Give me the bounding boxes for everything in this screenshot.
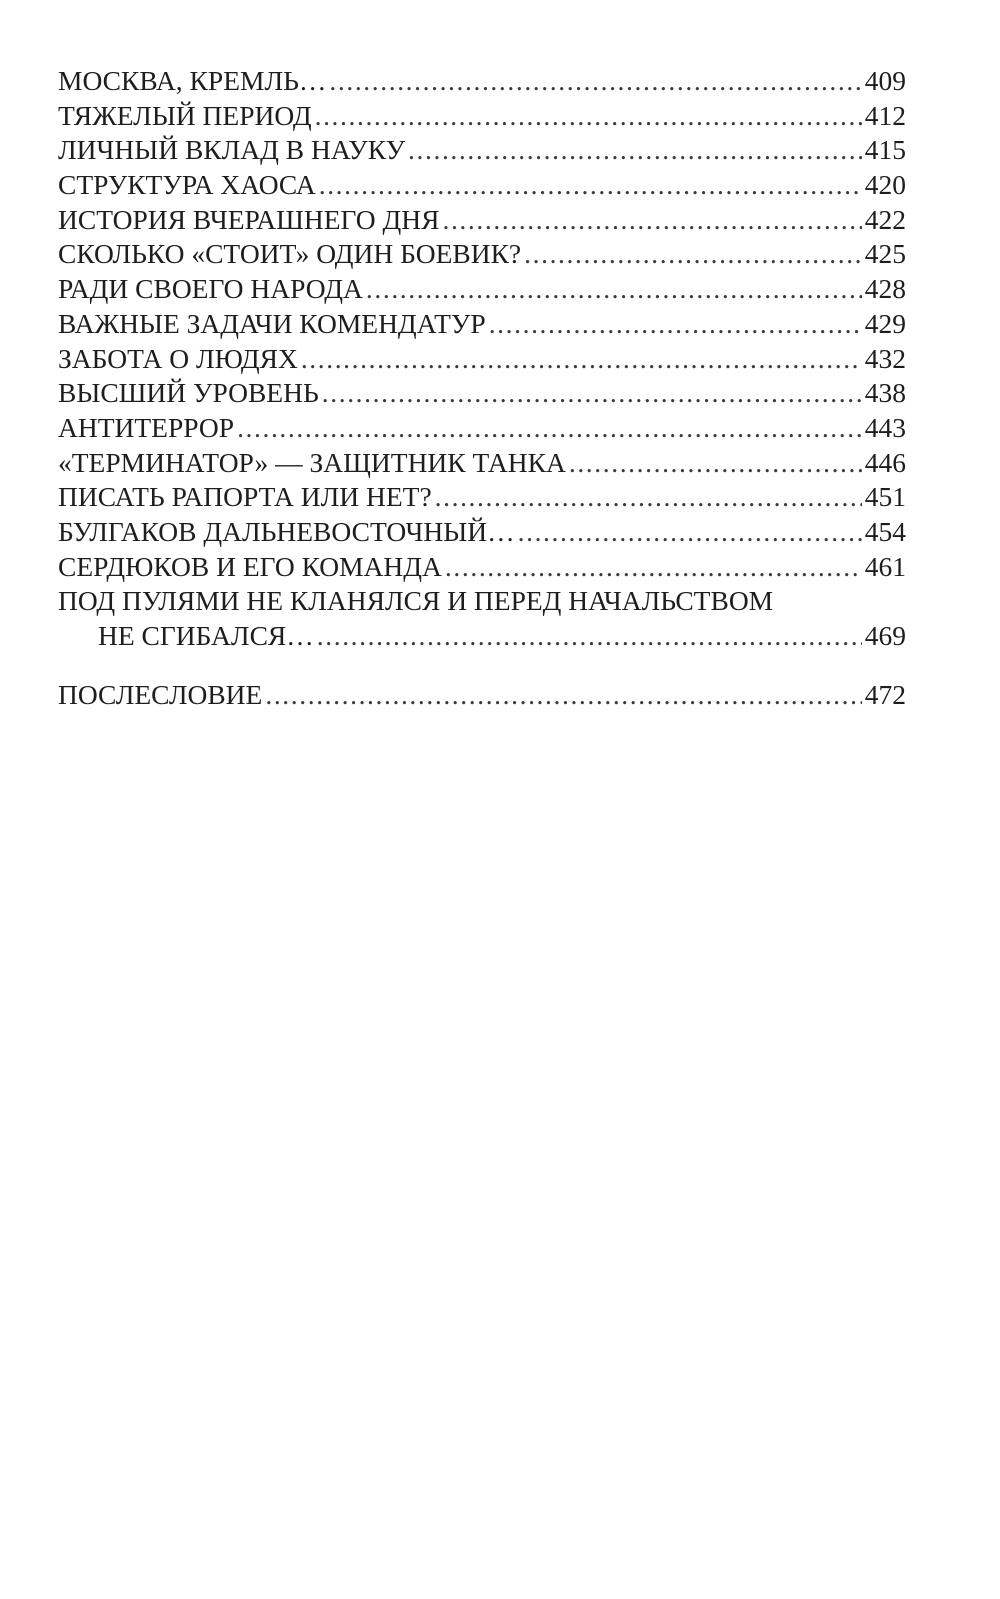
toc-entry[interactable] [58,99,906,134]
toc-entry[interactable] [58,480,906,515]
dot-leader [518,515,862,550]
dot-leader [319,168,862,203]
dot-leader [445,550,862,585]
toc-entry[interactable] [58,550,906,585]
toc-entry[interactable] [58,376,906,411]
toc-entry-page: 428 [864,273,906,305]
dot-leader [524,237,862,272]
toc-entry[interactable] [58,203,906,238]
toc-entry-title: ТЯЖЕЛЫЙ ПЕРИОД [58,99,312,131]
dot-leader [322,376,862,411]
toc-entry-title: СЕРДЮКОВ И ЕГО КОМАНДА [58,550,442,582]
toc-entry-title: ПИСАТЬ РАПОРТА ИЛИ НЕТ? [58,481,432,513]
toc-entry-afterword[interactable] [58,678,906,713]
dot-leader [569,446,862,481]
dot-leader [489,307,862,342]
toc-entry[interactable] [58,307,906,342]
toc-entry-page: 409 [864,65,906,96]
toc-entry-title: СТРУКТУРА ХАОСА [58,169,316,201]
dot-leader [315,99,862,134]
toc-entry[interactable] [58,237,906,272]
dot-leader [366,272,862,307]
toc-entry-page: 422 [864,203,906,235]
toc-entry-page: 420 [864,169,906,201]
toc-entry-title: СКОЛЬКО «СТОИТ» ОДИН БОЕВИК? [58,238,522,270]
toc-entry[interactable] [58,272,906,307]
toc-entry-page: 432 [864,342,906,374]
section-gap [58,654,906,678]
toc-entry-title: РАДИ СВОЕГО НАРОДА [58,273,363,305]
toc-entry-title: ИСТОРИЯ ВЧЕРАШНЕГО ДНЯ [58,203,440,235]
toc-entry-page: 412 [864,99,906,131]
toc-entry-title: ВЫСШИЙ УРОВЕНЬ [58,377,319,409]
toc-entry-title: МОСКВА, КРЕМЛЬ… [58,65,327,96]
toc-entry[interactable] [58,342,906,377]
toc-entry-title: ПОСЛЕСЛОВИЕ [58,678,263,710]
toc-entry-page: 469 [864,620,906,651]
dot-leader [237,411,862,446]
toc-entry-title: АНТИТЕРРОР [58,411,235,443]
toc-entry-title: ЛИЧНЫЙ ВКЛАД В НАУКУ [58,134,406,166]
dot-leader [265,678,861,713]
toc-entry-title: БУЛГАКОВ ДАЛЬНЕВОСТОЧНЫЙ… [58,515,515,547]
table-of-contents [58,64,906,712]
toc-entry[interactable] [58,446,906,481]
toc-entry-page: 443 [864,411,906,443]
dot-leader [329,64,861,99]
toc-entry-title-line1: ПОД ПУЛЯМИ НЕ КЛАНЯЛСЯ И ПЕРЕД НАЧАЛЬСТВОМ [58,585,774,617]
toc-entry-page: 425 [864,238,906,270]
toc-entry-title: ЗАБОТА О ЛЮДЯХ [58,342,298,374]
dot-leader [408,133,862,168]
toc-entry-page: 461 [864,550,906,582]
toc-entry-title: ВАЖНЫЕ ЗАДАЧИ КОМЕНДАТУР [58,307,486,339]
toc-entry[interactable] [58,411,906,446]
toc-entry-title: «ТЕРМИНАТОР» — ЗАЩИТНИК ТАНКА [58,446,566,478]
dot-leader [301,342,862,377]
toc-entry[interactable] [58,64,906,99]
toc-entry[interactable] [58,515,906,550]
toc-entry-continuation [58,619,906,654]
toc-entry-page: 415 [864,134,906,166]
toc-entry[interactable] [58,168,906,203]
toc-entry-page: 472 [864,678,906,710]
dot-leader [442,203,861,238]
toc-entry-page: 451 [864,481,906,513]
toc-entry-page: 438 [864,377,906,409]
toc-entry-title-line2: НЕ СГИБАЛСЯ… [98,620,314,651]
toc-entry-multiline[interactable] [58,584,906,653]
toc-entry-page: 446 [864,446,906,478]
toc-entry-page: 454 [864,515,906,547]
dot-leader [317,619,862,654]
toc-entry-page: 429 [864,307,906,339]
toc-entry[interactable] [58,133,906,168]
dot-leader [435,480,862,515]
